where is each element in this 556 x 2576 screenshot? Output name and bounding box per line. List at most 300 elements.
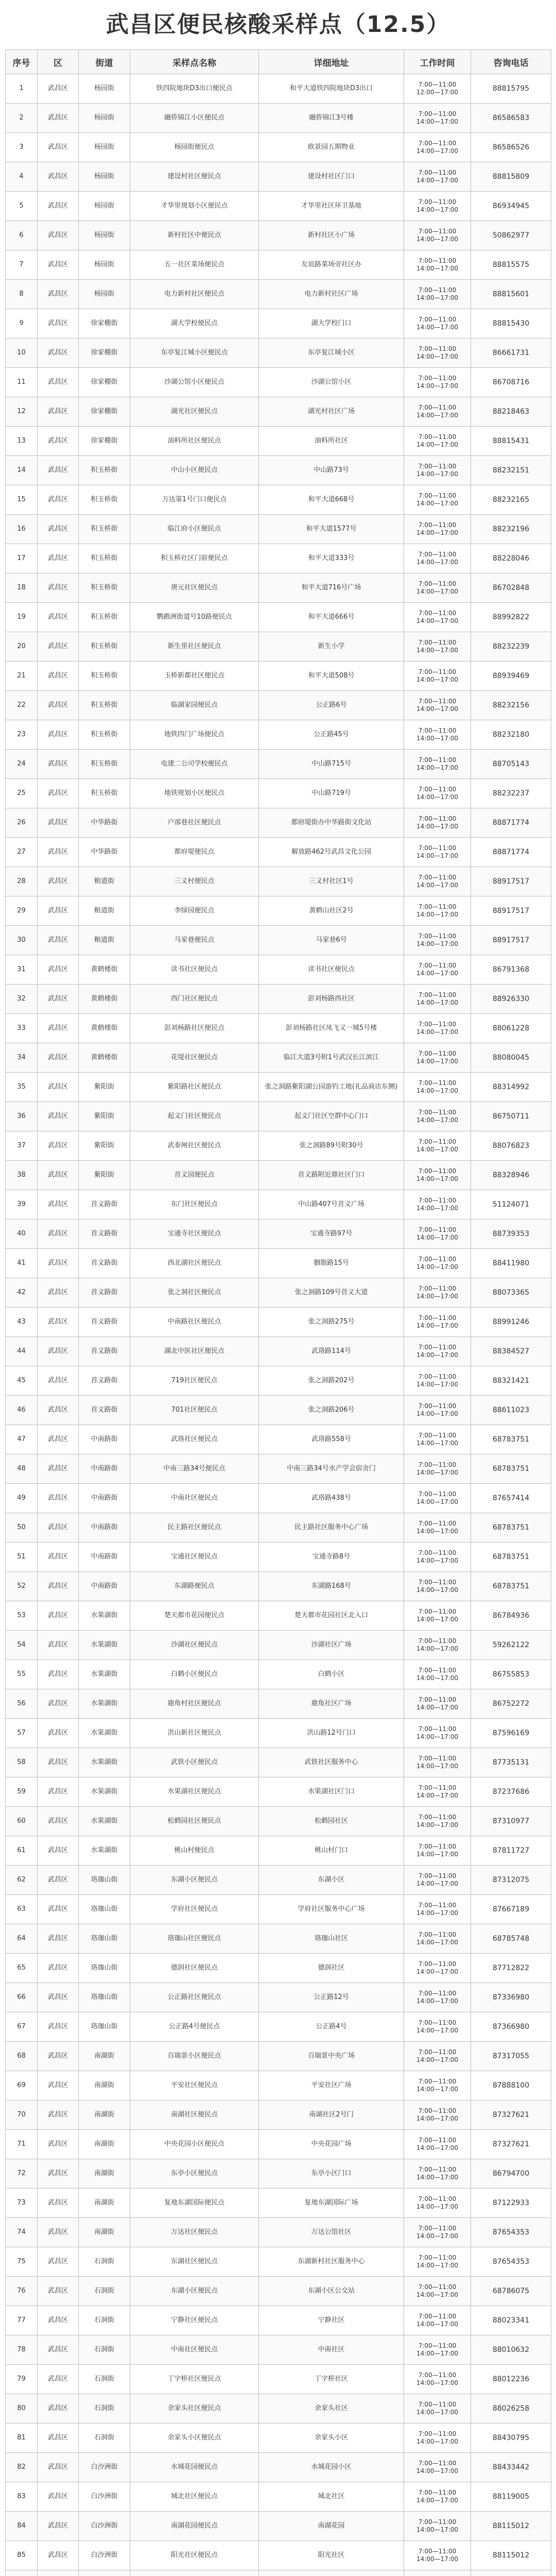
- cell-col-street: 黄鹤楼街: [79, 1043, 130, 1073]
- cell-col-index: 48: [6, 1454, 38, 1484]
- cell-col-district: 武昌区: [38, 427, 79, 456]
- cell-col-site-name: 铁四院地块D3出口便民点: [130, 74, 259, 104]
- cell-col-hours: 7:00—11:00 14:00—17:00: [404, 750, 471, 779]
- cell-col-address: 和平大道铁四院地块D3出口: [259, 74, 404, 104]
- cell-col-index: 40: [6, 1219, 38, 1249]
- cell-col-site-name: 复地东湖国际便民点: [130, 2189, 259, 2218]
- cell-col-address: 张之洞路275号: [259, 1308, 404, 1337]
- table-body: [6, 74, 551, 2576]
- table-row: [6, 250, 551, 280]
- cell-col-phone: 88815431: [471, 427, 551, 456]
- cell-col-district: 武昌区: [38, 309, 79, 338]
- cell-col-index: 43: [6, 1308, 38, 1337]
- cell-col-street: 中南路街: [79, 1543, 130, 1572]
- cell-col-site-name: 余家头小区便民点: [130, 2424, 259, 2453]
- cell-col-index: 2: [6, 104, 38, 133]
- cell-col-hours: 7:00—11:00 14:00—17:00: [404, 2277, 471, 2306]
- cell-col-hours: 7:00—11:00 14:00—17:00: [404, 1866, 471, 1895]
- cell-col-phone: 88871774: [471, 838, 551, 867]
- cell-col-index: 11: [6, 368, 38, 397]
- table-row: [6, 1219, 551, 1249]
- cell-col-phone: 88871774: [471, 808, 551, 838]
- cell-col-hours: 7:00—11:00 14:00—17:00: [404, 1954, 471, 1983]
- cell-col-site-name: 公正路4号便民点: [130, 2012, 259, 2042]
- cell-col-street: 杨园街: [79, 192, 130, 221]
- cell-col-street: 石洞街: [79, 2306, 130, 2335]
- cell-col-site-name: 湖北中医社区便民点: [130, 1337, 259, 1366]
- cell-col-address: 百瑞景中央广场: [259, 2042, 404, 2071]
- cell-col-site-name: 武铁小区便民点: [130, 1748, 259, 1777]
- cell-col-street: 首义路街: [79, 1219, 130, 1249]
- cell-col-phone: 87811727: [471, 1836, 551, 1866]
- cell-col-hours: 7:00—11:00 14:00—17:00: [404, 368, 471, 397]
- cell-col-index: 23: [6, 720, 38, 750]
- cell-col-site-name: 东湖社区便民点: [130, 2247, 259, 2277]
- cell-col-district: 武昌区: [38, 1484, 79, 1513]
- cell-col-hours: 7:00—11:00 14:00—17:00: [404, 1014, 471, 1043]
- cell-col-district: 武昌区: [38, 1807, 79, 1836]
- cell-col-phone: 88115012: [471, 2512, 551, 2541]
- cell-col-district: 武昌区: [38, 2218, 79, 2247]
- cell-col-street: 积玉桥街: [79, 691, 130, 720]
- cell-col-index: 60: [6, 1807, 38, 1836]
- cell-col-hours: 7:00—11:00 14:00—17:00: [404, 1983, 471, 2012]
- cell-col-hours: 7:00—11:00 14:00—17:00: [404, 2130, 471, 2159]
- cell-col-site-name: 中央花园小区便民点: [130, 2130, 259, 2159]
- table-row: [6, 720, 551, 750]
- cell-col-site-name: 西北湖社区便民点: [130, 1249, 259, 1278]
- cell-col-hours: 7:00—11:00 14:00—17:00: [404, 1454, 471, 1484]
- cell-col-address: 松鹤园社区: [259, 1807, 404, 1836]
- cell-col-site-name: 油料所社区便民点: [130, 427, 259, 456]
- cell-col-street: 杨园街: [79, 250, 130, 280]
- cell-col-site-name: 地铁规划小区便民点: [130, 779, 259, 808]
- cell-col-site-name: 南湖花园便民点: [130, 2512, 259, 2541]
- cell-col-phone: 50862977: [471, 221, 551, 250]
- cell-col-site-name: 南湖社区便民点: [130, 2100, 259, 2130]
- table-row: [6, 133, 551, 162]
- cell-col-site-name: 百瑞景小区便民点: [130, 2042, 259, 2071]
- cell-col-site-name: 湖大学校便民点: [130, 309, 259, 338]
- table-row: [6, 2247, 551, 2277]
- cell-col-index: 68: [6, 2042, 38, 2071]
- cell-col-hours: 7:00—11:00 14:00—17:00: [404, 2541, 471, 2570]
- cell-col-district: 武昌区: [38, 2541, 79, 2570]
- cell-col-phone: 88917517: [471, 867, 551, 896]
- cell-col-phone: 88314992: [471, 1073, 551, 1102]
- cell-col-address: 解放路462号武昌文化公园: [259, 838, 404, 867]
- cell-col-district: 武昌区: [38, 1073, 79, 1102]
- cell-col-index: 41: [6, 1249, 38, 1278]
- cell-col-district: 武昌区: [38, 133, 79, 162]
- cell-col-district: [38, 2570, 79, 2576]
- cell-col-site-name: 洪山新社区便民点: [130, 1719, 259, 1748]
- cell-col-index: 83: [6, 2482, 38, 2512]
- cell-col-phone: 88430795: [471, 2424, 551, 2453]
- cell-col-hours: 7:00—11:00 14:00—17:00: [404, 779, 471, 808]
- cell-col-phone: 87657414: [471, 1484, 551, 1513]
- cell-col-index: 55: [6, 1660, 38, 1689]
- cell-col-district: 武昌区: [38, 2335, 79, 2365]
- table-row: [6, 1689, 551, 1719]
- cell-col-phone: 68786075: [471, 2277, 551, 2306]
- cell-col-district: 武昌区: [38, 2453, 79, 2482]
- cell-col-phone: 88023341: [471, 2306, 551, 2335]
- table-row: [6, 485, 551, 515]
- table-row: [6, 1454, 551, 1484]
- cell-col-street: 水果湖街: [79, 1836, 130, 1866]
- cell-col-index: 66: [6, 1983, 38, 2012]
- cell-col-street: 石洞街: [79, 2247, 130, 2277]
- cell-col-index: 21: [6, 662, 38, 691]
- cell-col-street: 白沙洲街: [79, 2541, 130, 2570]
- cell-col-street: 积玉桥街: [79, 485, 130, 515]
- cell-col-address: 宝通寺路97号: [259, 1219, 404, 1249]
- table-row: [6, 2570, 551, 2576]
- cell-col-phone: 87336980: [471, 1983, 551, 2012]
- cell-col-district: 武昌区: [38, 1454, 79, 1484]
- cell-col-index: 39: [6, 1190, 38, 1219]
- cell-col-site-name: 东湖小区便民点: [130, 2277, 259, 2306]
- cell-col-hours: 7:00—11:00 14:00—17:00: [404, 1131, 471, 1161]
- cell-col-phone: 87317055: [471, 2042, 551, 2071]
- cell-col-address: 临江大道3号附1号武汉长江滨江: [259, 1043, 404, 1073]
- cell-col-street: 石洞街: [79, 2365, 130, 2394]
- cell-col-site-name: 临江府小区便民点: [130, 515, 259, 544]
- cell-col-site-name: 城北社区便民点: [130, 2482, 259, 2512]
- cell-col-index: 15: [6, 485, 38, 515]
- cell-col-phone: 88076823: [471, 1131, 551, 1161]
- cell-col-phone: 88026258: [471, 2394, 551, 2424]
- cell-col-phone: 88321421: [471, 1366, 551, 1396]
- cell-col-hours: 7:00—11:00 14:00—17:00: [404, 2042, 471, 2071]
- cell-col-district: 武昌区: [38, 1601, 79, 1631]
- cell-col-district: 武昌区: [38, 2394, 79, 2424]
- cell-col-hours: 7:00—11:00 14:00—17:00: [404, 1748, 471, 1777]
- cell-col-street: 杨园街: [79, 162, 130, 192]
- cell-col-site-name: 沙湖社区便民点: [130, 1631, 259, 1660]
- cell-col-street: 积玉桥街: [79, 750, 130, 779]
- table-row: [6, 1513, 551, 1543]
- table-row: [6, 1161, 551, 1190]
- cell-col-hours: 7:00—11:00 14:00—17:00: [404, 632, 471, 662]
- cell-col-phone: 68783751: [471, 1454, 551, 1484]
- cell-col-district: 武昌区: [38, 1572, 79, 1601]
- cell-col-district: 武昌区: [38, 2247, 79, 2277]
- cell-col-site-name: 首义园便民点: [130, 1161, 259, 1190]
- table-row: [6, 926, 551, 955]
- cell-col-index: 37: [6, 1131, 38, 1161]
- table-row: [6, 1484, 551, 1513]
- cell-col-site-name: 东门社区便民点: [130, 1190, 259, 1219]
- cell-col-address: 宁静社区: [259, 2306, 404, 2335]
- cell-col-address: 油料所社区: [259, 427, 404, 456]
- cell-col-street: 粮道街: [79, 926, 130, 955]
- cell-col-index: 34: [6, 1043, 38, 1073]
- cell-col-phone: 87596169: [471, 1719, 551, 1748]
- cell-col-street: 首义路街: [79, 1337, 130, 1366]
- cell-col-site-name: 东湖路便民点: [130, 1572, 259, 1601]
- cell-col-address: 万达公馆社区: [259, 2218, 404, 2247]
- cell-col-hours: 7:00—11:00 14:00—17:00: [404, 1513, 471, 1543]
- cell-col-site-name: 701社区便民点: [130, 1396, 259, 1425]
- cell-col-hours: 7:00—11:00 14:00—17:00: [404, 838, 471, 867]
- cell-col-index: 10: [6, 338, 38, 368]
- cell-col-address: 起义门社区空群中心门口: [259, 1102, 404, 1131]
- cell-col-district: 武昌区: [38, 573, 79, 603]
- cell-col-district: 武昌区: [38, 1543, 79, 1572]
- cell-col-index: 5: [6, 192, 38, 221]
- cell-col-phone: 87712822: [471, 1954, 551, 1983]
- cell-col-hours: 7:00—11:00 14:00—17:00: [404, 2365, 471, 2394]
- cell-col-index: 16: [6, 515, 38, 544]
- cell-col-street: 石洞街: [79, 2335, 130, 2365]
- cell-col-index: 73: [6, 2189, 38, 2218]
- cell-col-address: 沙湖社区广场: [259, 1631, 404, 1660]
- cell-col-index: 67: [6, 2012, 38, 2042]
- cell-col-site-name: 紫阳路社区便民点: [130, 1073, 259, 1102]
- cell-col-index: 53: [6, 1601, 38, 1631]
- cell-col-index: [6, 2570, 38, 2576]
- cell-col-site-name: 中南社区便民点: [130, 1484, 259, 1513]
- cell-col-index: 75: [6, 2247, 38, 2277]
- cell-col-phone: 88739353: [471, 1219, 551, 1249]
- cell-col-address: 武珞路438号: [259, 1484, 404, 1513]
- cell-col-hours: 7:00—11:00 14:00—17:00: [404, 720, 471, 750]
- cell-col-phone: 86661731: [471, 338, 551, 368]
- cell-col-district: 武昌区: [38, 1102, 79, 1131]
- table-row: [6, 104, 551, 133]
- cell-col-phone: 88705143: [471, 750, 551, 779]
- table-row: [6, 1719, 551, 1748]
- cell-col-street: 中南路街: [79, 1484, 130, 1513]
- cell-col-phone: 88384527: [471, 1337, 551, 1366]
- cell-col-site-name: 三义村便民点: [130, 867, 259, 896]
- cell-col-street: 紫阳街: [79, 1161, 130, 1190]
- cell-col-street: 杨园街: [79, 74, 130, 104]
- cell-col-site-name: 西门社区便民点: [130, 985, 259, 1014]
- cell-col-phone: 88232196: [471, 515, 551, 544]
- table-header: [6, 50, 551, 74]
- cell-col-district: 武昌区: [38, 1689, 79, 1719]
- cell-col-street: 首义路街: [79, 1308, 130, 1337]
- cell-col-street: 紫阳街: [79, 1073, 130, 1102]
- cell-col-district: 武昌区: [38, 162, 79, 192]
- cell-col-district: 武昌区: [38, 867, 79, 896]
- cell-col-address: 中央花园广场: [259, 2130, 404, 2159]
- cell-col-street: 中华路街: [79, 808, 130, 838]
- cell-col-address: 中山路73号: [259, 456, 404, 485]
- cell-col-street: 中南路街: [79, 1425, 130, 1454]
- cell-col-site-name: 余家头社区便民点: [130, 2394, 259, 2424]
- table-row: [6, 1631, 551, 1660]
- cell-col-district: 武昌区: [38, 368, 79, 397]
- cell-col-hours: 7:00—11:00 14:00—17:00: [404, 1719, 471, 1748]
- cell-col-index: 59: [6, 1777, 38, 1807]
- cell-col-site-name: 沙湖公馆小区便民点: [130, 368, 259, 397]
- table-row: [6, 2218, 551, 2247]
- cell-col-address: 东湖小区公交站: [259, 2277, 404, 2306]
- cell-col-phone: 87667189: [471, 1895, 551, 1924]
- cell-col-street: 积玉桥街: [79, 544, 130, 573]
- cell-col-phone: 68783751: [471, 1513, 551, 1543]
- cell-col-address: 丁字桥社区: [259, 2365, 404, 2394]
- cell-col-hours: 7:00—11:00 14:00—17:00: [404, 1249, 471, 1278]
- cell-col-hours: 7:00—11:00 14:00—17:00: [404, 1484, 471, 1513]
- cell-col-site-name: 桃山村便民点: [130, 1836, 259, 1866]
- cell-col-phone: 86586526: [471, 133, 551, 162]
- table-row: [6, 1425, 551, 1454]
- cell-col-street: 中南路街: [79, 1572, 130, 1601]
- cell-col-street: 徐家棚街: [79, 309, 130, 338]
- cell-col-street: 珞珈山街: [79, 1983, 130, 2012]
- cell-col-site-name: 武珞社区便民点: [130, 1425, 259, 1454]
- cell-col-index: 1: [6, 74, 38, 104]
- cell-col-hours: 7:00—11:00 14:00—17:00: [404, 397, 471, 427]
- cell-col-hours: 7:00—11:00 14:00—17:00: [404, 2394, 471, 2424]
- cell-col-site-name: 电力新村社区便民点: [130, 280, 259, 309]
- cell-col-hours: 7:00—11:00 14:00—17:00: [404, 2071, 471, 2100]
- cell-col-phone: 87654353: [471, 2218, 551, 2247]
- cell-col-site-name: 户部巷社区便民点: [130, 808, 259, 838]
- cell-col-hours: 7:00—11:00 14:00—17:00: [404, 1396, 471, 1425]
- cell-col-address: 和平大道333号: [259, 544, 404, 573]
- cell-col-site-name: 德润社区便民点: [130, 1954, 259, 1983]
- cell-col-street: 积玉桥街: [79, 632, 130, 662]
- table-row: [6, 1748, 551, 1777]
- cell-col-district: 武昌区: [38, 338, 79, 368]
- header-col-phone: 咨询电话: [471, 50, 551, 74]
- cell-col-district: 武昌区: [38, 2306, 79, 2335]
- cell-col-hours: 7:00—11:00 14:00—17:00: [404, 1543, 471, 1572]
- cell-col-hours: 7:00—11:00 14:00—17:00: [404, 603, 471, 632]
- table-row: [6, 779, 551, 808]
- cell-col-phone: 87327621: [471, 2130, 551, 2159]
- cell-col-site-name: 新生里社区便民点: [130, 632, 259, 662]
- table-row: [6, 2277, 551, 2306]
- cell-col-street: 首义路街: [79, 1249, 130, 1278]
- cell-col-site-name: 中南三路34号便民点: [130, 1454, 259, 1484]
- cell-col-site-name: 建设村社区便民点: [130, 162, 259, 192]
- cell-col-index: 63: [6, 1895, 38, 1924]
- cell-col-district: 武昌区: [38, 985, 79, 1014]
- cell-col-district: 武昌区: [38, 691, 79, 720]
- cell-col-site-name: 白鹤小区便民点: [130, 1660, 259, 1689]
- cell-col-index: 24: [6, 750, 38, 779]
- cell-col-phone: 86708716: [471, 368, 551, 397]
- cell-col-hours: 7:00—11:00 14:00—17:00: [404, 456, 471, 485]
- cell-col-phone: 86702848: [471, 573, 551, 603]
- cell-col-hours: 7:00—11:00 14:00—17:00: [404, 2012, 471, 2042]
- cell-col-hours: 7:00—11:00 14:00—17:00: [404, 691, 471, 720]
- cell-col-address: 新生小学: [259, 632, 404, 662]
- cell-col-phone: 88815575: [471, 250, 551, 280]
- cell-col-phone: 88917517: [471, 926, 551, 955]
- table-row: [6, 2100, 551, 2130]
- cell-col-hours: 7:00—11:00 14:00—17:00: [404, 250, 471, 280]
- cell-col-hours: 7:00—11:00 14:00—17:00: [404, 1366, 471, 1396]
- cell-col-phone: 88218463: [471, 397, 551, 427]
- cell-col-district: 武昌区: [38, 955, 79, 985]
- cell-col-site-name: 水城花园便民点: [130, 2453, 259, 2482]
- cell-col-street: 珞珈山街: [79, 2012, 130, 2042]
- cell-col-hours: 7:00—11:00 14:00—17:00: [404, 309, 471, 338]
- cell-col-site-name: 学府社区便民点: [130, 1895, 259, 1924]
- cell-col-district: 武昌区: [38, 1366, 79, 1396]
- cell-col-hours: 7:00—11:00 14:00—17:00: [404, 2159, 471, 2189]
- cell-col-index: 28: [6, 867, 38, 896]
- cell-col-district: 武昌区: [38, 2042, 79, 2071]
- cell-col-address: 公正路4号: [259, 2012, 404, 2042]
- cell-col-site-name: 武泰闸社区便民点: [130, 1131, 259, 1161]
- cell-col-street: 石洞街: [79, 2394, 130, 2424]
- cell-col-hours: 7:00—11:00 14:00—17:00: [404, 1219, 471, 1249]
- table-row: [6, 1954, 551, 1983]
- table-row: [6, 2189, 551, 2218]
- cell-col-site-name: 宝通社区便民点: [130, 1543, 259, 1572]
- table-row: [6, 1102, 551, 1131]
- cell-col-address: 彭刘杨路社区凤飞又一城5号楼: [259, 1014, 404, 1043]
- cell-col-address: 宝通寺路8号: [259, 1543, 404, 1572]
- cell-col-street: 黄鹤楼街: [79, 1014, 130, 1043]
- cell-col-site-name: 融侨锦江小区便民点: [130, 104, 259, 133]
- cell-col-address: 平安社区广场: [259, 2071, 404, 2100]
- cell-col-phone: 86586583: [471, 104, 551, 133]
- cell-col-address: 和平大道668号: [259, 485, 404, 515]
- cell-col-district: 武昌区: [38, 1660, 79, 1689]
- cell-col-address: 武铁社区服务中心: [259, 1748, 404, 1777]
- cell-col-district: 武昌区: [38, 74, 79, 104]
- cell-col-index: 69: [6, 2071, 38, 2100]
- table-row: [6, 2012, 551, 2042]
- cell-col-address: 公正路45号: [259, 720, 404, 750]
- cell-col-phone: 88411980: [471, 1249, 551, 1278]
- cell-col-address: 张之洞路206号: [259, 1396, 404, 1425]
- cell-col-address: 彭刘杨路西社区: [259, 985, 404, 1014]
- cell-col-phone: 59262122: [471, 1631, 551, 1660]
- cell-col-address: 建设村社区门口: [259, 162, 404, 192]
- cell-col-index: 36: [6, 1102, 38, 1131]
- cell-col-address: 电力新村社区广场: [259, 280, 404, 309]
- cell-col-address: 中山路719号: [259, 779, 404, 808]
- cell-col-phone: 88991246: [471, 1308, 551, 1337]
- cell-col-street: 黄鹤楼街: [79, 985, 130, 1014]
- cell-col-phone: 88080045: [471, 1043, 551, 1073]
- cell-col-site-name: 中南路社区便民点: [130, 1308, 259, 1337]
- cell-col-street: 水果湖街: [79, 1748, 130, 1777]
- cell-col-district: 武昌区: [38, 1719, 79, 1748]
- cell-col-phone: 88917517: [471, 896, 551, 926]
- cell-col-street: 紫阳街: [79, 1102, 130, 1131]
- cell-col-district: 武昌区: [38, 1190, 79, 1219]
- cell-col-index: 82: [6, 2453, 38, 2482]
- table-row: [6, 1131, 551, 1161]
- cell-col-street: 南湖街: [79, 2130, 130, 2159]
- cell-col-index: 20: [6, 632, 38, 662]
- cell-col-phone: 88228046: [471, 544, 551, 573]
- cell-col-district: 武昌区: [38, 632, 79, 662]
- cell-col-hours: 7:00—11:00 14:00—17:00: [404, 162, 471, 192]
- cell-col-address: 东湖小区: [259, 1866, 404, 1895]
- cell-col-hours: 7:00—11:00 14:00—17:00: [404, 896, 471, 926]
- cell-col-phone: 86794700: [471, 2159, 551, 2189]
- cell-col-site-name: 才华里规划小区便民点: [130, 192, 259, 221]
- cell-col-phone: 68783751: [471, 1543, 551, 1572]
- cell-col-index: 27: [6, 838, 38, 867]
- table-row: [6, 1807, 551, 1836]
- cell-col-index: 29: [6, 896, 38, 926]
- cell-col-index: 78: [6, 2335, 38, 2365]
